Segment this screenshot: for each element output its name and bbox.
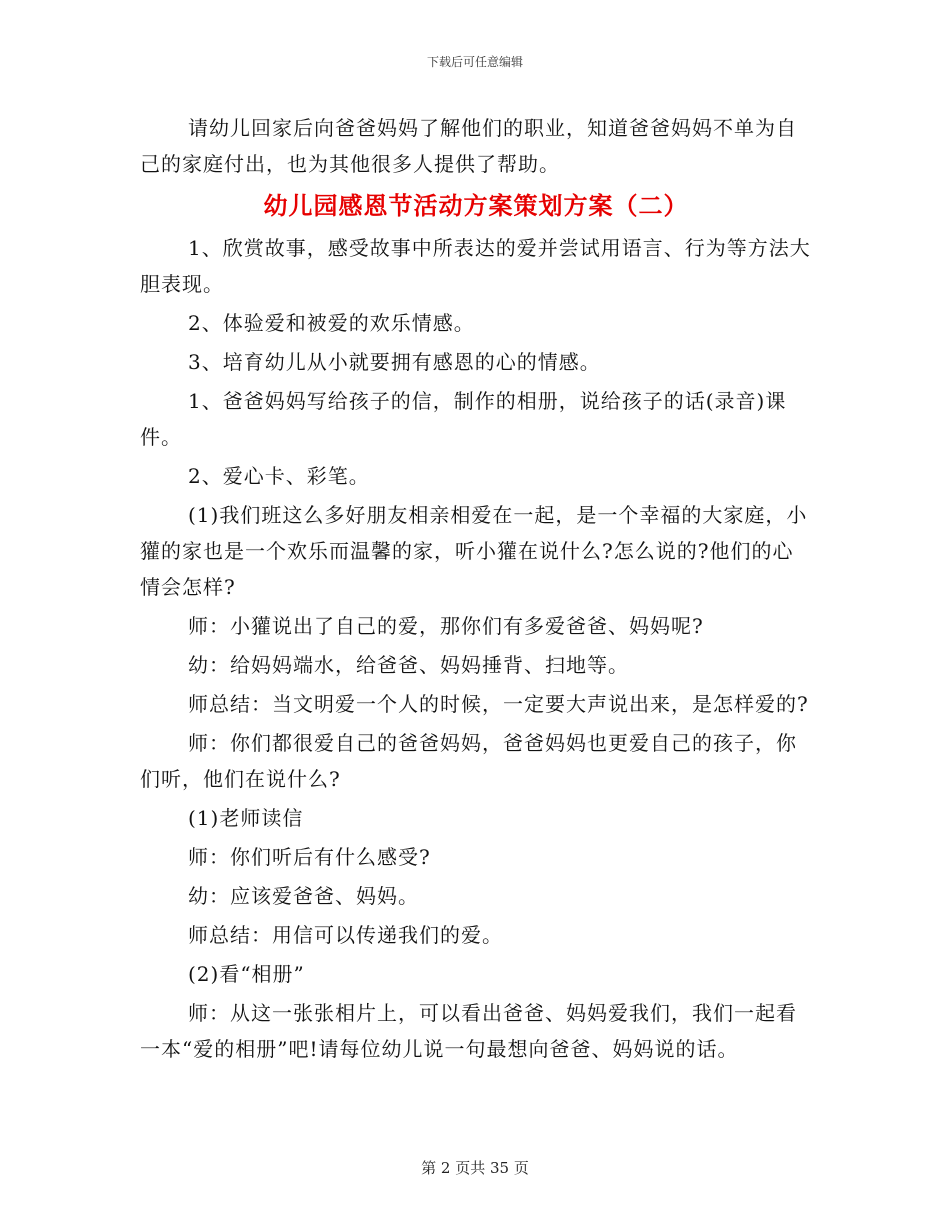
paragraph: (1)老师读信 bbox=[188, 806, 304, 830]
paragraph: 师总结：当文明爱一个人的时候，一定要大声说出来，是怎样爱的? bbox=[188, 692, 809, 716]
paragraph: 2、爱心卡、彩笔。 bbox=[188, 464, 370, 488]
paragraph: 幼：给妈妈端水，给爸爸、妈妈捶背、扫地等。 bbox=[188, 653, 629, 677]
paragraph: 1、欣赏故事，感受故事中所表达的爱并尝试用语言、行为等方法大胆表现。 bbox=[140, 236, 811, 296]
paragraph: (2)看“相册” bbox=[188, 962, 305, 986]
paragraph: 师总结：用信可以传递我们的爱。 bbox=[188, 923, 503, 947]
document-body bbox=[140, 110, 812, 1070]
paragraph: 幼：应该爱爸爸、妈妈。 bbox=[188, 884, 419, 908]
paragraph: 师：小獾说出了自己的爱，那你们有多爱爸爸、妈妈呢? bbox=[188, 614, 704, 638]
page-footer: 第 2 页共 35 页 bbox=[421, 1159, 529, 1177]
paragraph: (1)我们班这么多好朋友相亲相爱在一起，是一个幸福的大家庭，小獾的家也是一个欢乐而温馨的家，听小獾在说什么?怎么说的?他们的心情会怎样? bbox=[140, 503, 808, 599]
page-header: 下载后可任意编辑 bbox=[426, 55, 523, 69]
paragraph: 2、体验爱和被爱的欢乐情感。 bbox=[188, 311, 475, 335]
paragraph: 师：从这一张张相片上，可以看出爸爸、妈妈爱我们，我们一起看一本“爱的相册”吧!请每位幼儿说一句最想向爸爸、妈妈说的话。 bbox=[140, 1001, 797, 1061]
paragraph: 1、爸爸妈妈写给孩子的信，制作的相册，说给孩子的话(录音)课件。 bbox=[140, 389, 787, 449]
paragraph: 3、培育幼儿从小就要拥有感恩的心的情感。 bbox=[188, 350, 601, 374]
paragraph: 师：你们听后有什么感受? bbox=[188, 845, 431, 869]
paragraph: 师：你们都很爱自己的爸爸妈妈，爸爸妈妈也更爱自己的孩子，你们听，他们在说什么? bbox=[140, 731, 797, 791]
paragraph: 请幼儿回家后向爸爸妈妈了解他们的职业，知道爸爸妈妈不单为自己的家庭付出，也为其他很多人提供了帮助。 bbox=[140, 116, 797, 176]
section-title: 幼儿园感恩节活动方案策划方案（二） bbox=[263, 192, 689, 220]
